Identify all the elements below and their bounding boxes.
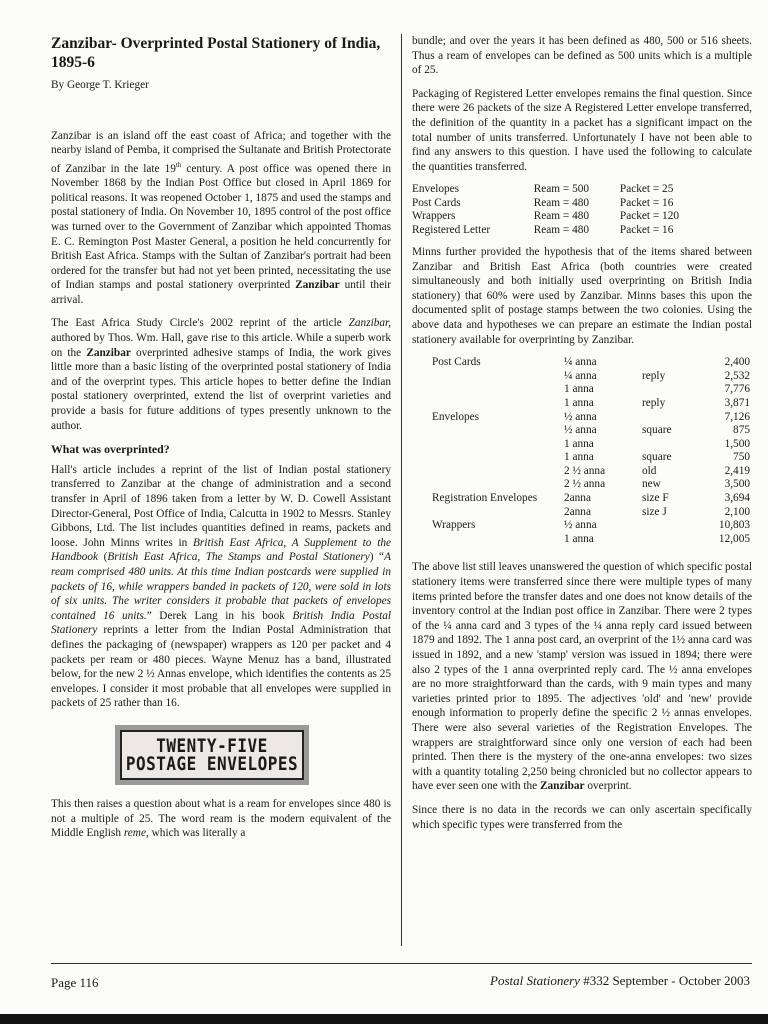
ream-row	[412, 224, 712, 237]
quantity-row-cell: 1 anna	[564, 396, 594, 409]
quantity-row-cell: square	[642, 451, 672, 464]
quantity-row-cell: Post Cards	[432, 356, 481, 369]
paragraph-unanswered-question: The above list still leaves unanswered the question of which specific postal stationery items were transferred since there were multiple types of many items printed before the transfer dates and one does not know details of the inventory control at the Indian post office in Zanzibar. There were 2 types of the ¼ anna card and 3 types of the ¼ anna reply card issued between 1879 and 1892. The 1 anna post card, an overprint of the 1½ anna card was issued in 1892, and a new 'stamp' version was issued in 1894; there were also 2 types of the 1 anna overprinted reply card. The ½ anna envelopes are no more straightforward than the cards, with 9 main types and many varieties printed prior to 1895. The adjectives 'old' and 'new' provide enough information to properly define the specific 2 ½ annas envelopes. There were also several varieties of the Registration Envelopes. The wrappers are straightforward since only one version of each had been printed. Then there is the mystery of the one-anna envelopes: two sizes with a quantity totaling 2,250 being chronicled but no collector appears to have ever seen one with the Zanzibar overprint.	[412, 561, 752, 793]
journal-issue: Postal Stationery #332 September - October 2003	[490, 973, 750, 988]
quantity-row-cell: 2 ½ anna	[564, 478, 606, 491]
quantity-row	[432, 533, 750, 547]
quantity-row-cell	[432, 397, 564, 411]
ream-row-cell: Packet = 120	[619, 210, 679, 223]
paragraph-halls-article: Hall's article includes a reprint of the list of Indian postal stationery transferred to Zanzibar at the change of administration and a second transfer in April of 1896 taken from a letter by W. D. Cowell Assistant Director-General, Post Office of India, Calcutta in 1902 to Messrs. Stanley Gibbons, Ltd. The list includes quantities defined in reams, packets and loose. John Minns writes in British East Africa, A Supplement to the Handbook (British East Africa, The Stamps and Postal Stationery) “A ream comprised 480 units. At this time Indian postcards were supplied in packets of 16, while wrappers banded in packets of 120, were sold in lots of six units. The writer considers it probable that packets of envelopes contained 16 units.” Derek Lang in his book British India Postal Stationery reprints a letter from the Indian Postal Administration that defines the packaging of (newspaper) wrappers as 120 per packet and 4 packets per ream or 480 pieces. Wayne Menuz has a band, illustrated below, for the new 2 ½ Annas envelope, which identifies the contents as 25 envelopes. I consider it most probable that all envelopes were supplied in packets of 25 rather than 16.	[51, 463, 392, 710]
quantity-row	[432, 356, 750, 370]
paragraph-minns-hypothesis: Minns further provided the hypothesis that of the items shared between Zanzibar and British East Africa (both countries were created simultaneously and both initially used overprinting on British India stationery) that 60% were used by Zanzibar. Minns bases this upon the documented split of postage stamps between the two colonies. Using the above data and hypotheses we can prepare an estimate the Indian postal stationery available for overprinting by Zanzibar.	[412, 245, 752, 346]
quantity-row-cell	[642, 383, 694, 397]
quantity-row-cell: new	[642, 478, 661, 491]
quantity-row-cell	[642, 533, 694, 547]
quantity-row-cell: 1 anna	[564, 383, 594, 396]
ream-row-cell: Packet = 16	[619, 223, 674, 236]
quantity-row-cell: 3,694	[724, 492, 750, 505]
footer-rule	[51, 963, 752, 964]
quantity-row-cell: 2,100	[724, 505, 750, 518]
article-title: Zanzibar- Overprinted Postal Stationery of India, 1895-6	[51, 35, 381, 71]
quantity-row-cell: size F	[642, 492, 669, 505]
section-heading: What was overprinted?	[51, 442, 170, 457]
quantity-row-cell	[432, 424, 564, 438]
quantity-row-cell	[432, 383, 564, 397]
ream-row-cell: Ream = 480	[533, 210, 590, 223]
quantity-row	[432, 492, 750, 506]
quantity-row-cell: 3,500	[724, 478, 750, 491]
quantity-row	[432, 383, 750, 397]
quantity-row-cell: ½ anna	[564, 519, 597, 532]
quantity-row-cell: 2,419	[724, 464, 750, 477]
quantity-row	[432, 465, 750, 479]
quantity-row-cell: 1 anna	[564, 451, 594, 464]
quantity-row-cell: reply	[642, 369, 666, 382]
ream-row-cell: Wrappers	[412, 210, 456, 223]
ream-row	[412, 183, 712, 196]
column-divider	[401, 34, 402, 946]
quantity-row-cell	[642, 356, 694, 370]
band-text-line2: POSTAGE ENVELOPES	[125, 752, 299, 775]
quantity-row-cell	[432, 465, 564, 479]
envelope-band-image	[115, 725, 309, 785]
quantity-row-cell	[432, 438, 564, 452]
quantity-row-cell: ½ anna	[564, 410, 597, 423]
ream-row-cell: Ream = 480	[533, 196, 590, 209]
ream-row-cell: Post Cards	[412, 196, 461, 209]
paragraph-intro: Zanzibar is an island off the east coast of Africa; and together with the nearby island of Pemba, it comprised the Sultanate and British Protectorate of Zanzibar in the late 19th century. A post office was opened there in November 1868 by the Indian Post Office but closed in April 1869 for political reasons. It was reopened October 1, 1875 and used the stamps and postal stationery of India. On November 10, 1895 control of the post office was turned over to the Government of Zanzibar which appointed Thomas E. C. Remington Post Master General, a position he held concurrently for British East Africa. Stamps with the Sultan of Zanzibar's portrait had been ordered for the transfer but had not yet been printed, necessitating the use of Indian stamps and postal stationery overprinted Zanzibar until their arrival.	[51, 129, 391, 306]
quantity-row-cell	[642, 411, 694, 425]
paragraph-ream-question: This then raises a question about what is a ream for envelopes since 480 is not a multiple of 25. The word ream is the modern equivalent of the Middle English reme, which was literally a	[51, 797, 391, 840]
quantity-row-cell	[432, 533, 564, 547]
byline: By George T. Krieger	[51, 79, 149, 91]
quantity-row-cell: 2 ½ anna	[564, 464, 606, 477]
envelope-band-label	[120, 730, 304, 780]
quantity-row-cell	[432, 478, 564, 492]
quantity-row	[432, 397, 750, 411]
quantity-row	[432, 424, 750, 438]
paragraph-no-data: Since there is no data in the records we can only ascertain specifically which specific types were transferred from the	[412, 803, 752, 831]
ream-row	[412, 197, 712, 210]
quantity-row-cell	[642, 438, 694, 452]
quantity-row-cell: reply	[642, 396, 666, 409]
quantity-row	[432, 370, 750, 384]
quantity-row-cell: Registration Envelopes	[432, 492, 538, 505]
paragraph-registered-letter: Packaging of Registered Letter envelopes remains the final question. Since there were 26 packets of the size A Registered Letter envelope transferred, the definition of the quantity in a packet has a significant impact on the total number of units transferred. Unfortunately I have not been able to find any answers to this question. I have used the following to calculate the quantities transferred.	[412, 87, 752, 173]
quantity-row-cell: Wrappers	[432, 519, 476, 532]
quantity-row-cell: 1 anna	[564, 532, 594, 545]
left-column	[51, 34, 391, 850]
ream-row-cell: Packet = 25	[619, 183, 674, 196]
band-text-line1: TWENTY-FIVE	[156, 734, 268, 757]
quantity-row-cell: 7,126	[724, 410, 750, 423]
ream-row-cell: Envelopes	[412, 183, 460, 196]
quantity-row-cell	[432, 370, 564, 384]
quantity-row-cell: 875	[733, 424, 750, 437]
quantity-row-cell: 2anna	[564, 505, 591, 518]
scan-edge	[0, 1014, 768, 1024]
quantity-row	[432, 506, 750, 520]
ream-table	[412, 183, 712, 237]
quantity-row-cell: 12,005	[718, 532, 750, 545]
paragraph-study-circle: The East Africa Study Circle's 2002 reprint of the article Zanzibar, authored by Thos. Wm. Hall, gave rise to this article. While a superb work on the Zanzibar overprinted adhesive stamps of India, the work gives little more than a basic listing of the overprinted postal stationery of India and of the overprint types. This article hopes to better define the Indian postal stationery overprinted, extend the list of overprint varieties and provide a basis for future additions of types presently unknown to the author.	[51, 317, 391, 432]
quantity-row-cell	[642, 519, 694, 533]
quantity-row-cell: square	[642, 424, 672, 437]
quantity-row-cell	[432, 506, 564, 520]
right-column	[412, 34, 752, 841]
quantity-row-cell: ¼ anna	[564, 356, 597, 369]
quantity-row-cell	[432, 451, 564, 465]
ream-row-cell: Ream = 480	[533, 223, 590, 236]
page-number: Page 116	[51, 975, 99, 990]
quantity-row	[432, 438, 750, 452]
quantity-table	[432, 356, 750, 546]
ream-row	[412, 210, 712, 223]
quantity-row-cell: ½ anna	[564, 424, 597, 437]
quantity-row-cell: 2,400	[724, 356, 750, 369]
paragraph-ream-definition: bundle; and over the years it has been defined as 480, 500 or 516 sheets. Thus a ream of envelopes can be defined as 500 units which is a multiple of 25.	[412, 35, 752, 77]
quantity-row-cell: size J	[642, 505, 667, 518]
quantity-row-cell: 7,776	[724, 383, 750, 396]
quantity-row-cell: 750	[733, 451, 750, 464]
quantity-row-cell: 1,500	[724, 437, 750, 450]
quantity-row	[432, 478, 750, 492]
quantity-row	[432, 411, 750, 425]
quantity-row	[432, 451, 750, 465]
quantity-row	[432, 519, 750, 533]
ream-row-cell: Ream = 500	[533, 183, 590, 196]
quantity-row-cell: 1 anna	[564, 437, 594, 450]
quantity-row-cell: Envelopes	[432, 410, 480, 423]
quantity-row-cell: 10,803	[718, 519, 750, 532]
quantity-row-cell: 3,871	[724, 396, 750, 409]
ream-row-cell: Registered Letter	[412, 223, 491, 236]
quantity-row-cell: old	[642, 464, 657, 477]
quantity-row-cell: ¼ anna	[564, 369, 597, 382]
quantity-row-cell: 2anna	[564, 492, 591, 505]
ream-row-cell: Packet = 16	[619, 196, 674, 209]
quantity-row-cell: 2,532	[724, 369, 750, 382]
